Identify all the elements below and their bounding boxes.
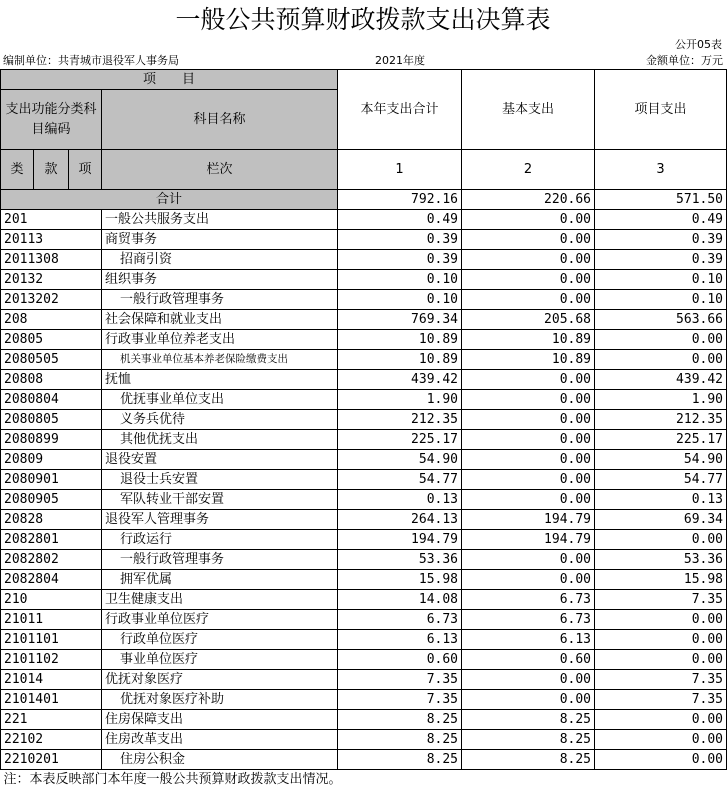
row-total: 0.39 bbox=[338, 230, 462, 250]
row-total: 6.13 bbox=[338, 630, 462, 650]
row-code: 20828 bbox=[1, 510, 102, 530]
row-basic: 8.25 bbox=[462, 730, 595, 750]
row-project: 1.90 bbox=[595, 390, 727, 410]
row-subject-name: 组织事务 bbox=[102, 270, 338, 290]
table-row bbox=[1, 530, 727, 550]
row-total: 53.36 bbox=[338, 550, 462, 570]
row-code: 21011 bbox=[1, 610, 102, 630]
row-project: 69.34 bbox=[595, 510, 727, 530]
header-xiang: 项 bbox=[69, 150, 102, 190]
row-total: 1.90 bbox=[338, 390, 462, 410]
row-total: 54.90 bbox=[338, 450, 462, 470]
table-row bbox=[1, 490, 727, 510]
row-code: 2080804 bbox=[1, 390, 102, 410]
row-total: 225.17 bbox=[338, 430, 462, 450]
header-project-expenditure: 项目支出 bbox=[595, 70, 727, 150]
row-basic: 194.79 bbox=[462, 510, 595, 530]
table-row bbox=[1, 650, 727, 670]
row-total: 10.89 bbox=[338, 350, 462, 370]
row-total: 10.89 bbox=[338, 330, 462, 350]
row-code: 2082804 bbox=[1, 570, 102, 590]
row-subject-name: 机关事业单位基本养老保险缴费支出 bbox=[102, 350, 338, 370]
row-subject-name: 其他优抚支出 bbox=[102, 430, 338, 450]
row-total: 15.98 bbox=[338, 570, 462, 590]
row-total: 194.79 bbox=[338, 530, 462, 550]
row-code: 208 bbox=[1, 310, 102, 330]
money-unit: 金额单位：万元 bbox=[646, 54, 723, 67]
row-project: 0.00 bbox=[595, 650, 727, 670]
row-total: 14.08 bbox=[338, 590, 462, 610]
row-subject-name: 卫生健康支出 bbox=[102, 590, 338, 610]
row-project: 439.42 bbox=[595, 370, 727, 390]
row-subject-name: 行政运行 bbox=[102, 530, 338, 550]
row-subject-name: 住房保障支出 bbox=[102, 710, 338, 730]
row-basic: 6.73 bbox=[462, 590, 595, 610]
row-code: 20805 bbox=[1, 330, 102, 350]
total-amount: 792.16 bbox=[338, 190, 462, 210]
row-project: 0.39 bbox=[595, 250, 727, 270]
table-row bbox=[1, 550, 727, 570]
note-row bbox=[1, 770, 727, 790]
row-basic: 0.00 bbox=[462, 210, 595, 230]
table-row bbox=[1, 610, 727, 630]
row-total: 769.34 bbox=[338, 310, 462, 330]
row-subject-name: 行政事业单位养老支出 bbox=[102, 330, 338, 350]
header-project: 项 目 bbox=[1, 70, 338, 90]
row-subject-name: 优抚事业单位支出 bbox=[102, 390, 338, 410]
table-row bbox=[1, 230, 727, 250]
row-total: 264.13 bbox=[338, 510, 462, 530]
row-basic: 0.00 bbox=[462, 470, 595, 490]
row-project: 0.10 bbox=[595, 270, 727, 290]
table-row bbox=[1, 330, 727, 350]
row-total: 439.42 bbox=[338, 370, 462, 390]
table-row bbox=[1, 590, 727, 610]
row-project: 0.00 bbox=[595, 710, 727, 730]
row-basic: 0.00 bbox=[462, 430, 595, 450]
row-basic: 0.00 bbox=[462, 230, 595, 250]
row-total: 0.10 bbox=[338, 270, 462, 290]
report-year: 2021年度 bbox=[375, 54, 425, 67]
row-basic: 0.60 bbox=[462, 650, 595, 670]
total-project: 571.50 bbox=[595, 190, 727, 210]
table-row bbox=[1, 730, 727, 750]
compiling-unit: 编制单位：共青城市退役军人事务局 bbox=[3, 54, 179, 67]
row-project: 7.35 bbox=[595, 670, 727, 690]
row-code: 2080505 bbox=[1, 350, 102, 370]
row-total: 0.49 bbox=[338, 210, 462, 230]
row-subject-name: 一般行政管理事务 bbox=[102, 550, 338, 570]
row-subject-name: 军队转业干部安置 bbox=[102, 490, 338, 510]
row-basic: 6.73 bbox=[462, 610, 595, 630]
row-subject-name: 商贸事务 bbox=[102, 230, 338, 250]
expenditure-table bbox=[0, 69, 727, 790]
row-basic: 0.00 bbox=[462, 670, 595, 690]
row-basic: 194.79 bbox=[462, 530, 595, 550]
row-subject-name: 优抚对象医疗 bbox=[102, 670, 338, 690]
row-subject-name: 事业单位医疗 bbox=[102, 650, 338, 670]
row-code: 2101101 bbox=[1, 630, 102, 650]
row-project: 225.17 bbox=[595, 430, 727, 450]
row-subject-name: 行政单位医疗 bbox=[102, 630, 338, 650]
row-project: 0.13 bbox=[595, 490, 727, 510]
row-project: 212.35 bbox=[595, 410, 727, 430]
row-basic: 8.25 bbox=[462, 710, 595, 730]
row-basic: 0.00 bbox=[462, 550, 595, 570]
row-code: 2013202 bbox=[1, 290, 102, 310]
row-code: 2080905 bbox=[1, 490, 102, 510]
header-kuan: 款 bbox=[34, 150, 69, 190]
row-code: 2080899 bbox=[1, 430, 102, 450]
row-code: 2011308 bbox=[1, 250, 102, 270]
row-project: 54.90 bbox=[595, 450, 727, 470]
row-code: 22102 bbox=[1, 730, 102, 750]
row-project: 54.77 bbox=[595, 470, 727, 490]
row-total: 0.39 bbox=[338, 250, 462, 270]
header-subject-name: 科目名称 bbox=[102, 90, 338, 150]
col-number-3: 3 bbox=[595, 150, 727, 190]
row-subject-name: 行政事业单位医疗 bbox=[102, 610, 338, 630]
row-total: 0.13 bbox=[338, 490, 462, 510]
row-basic: 0.00 bbox=[462, 250, 595, 270]
row-subject-name: 一般公共服务支出 bbox=[102, 210, 338, 230]
row-basic: 0.00 bbox=[462, 450, 595, 470]
table-note: 注：本表反映部门本年度一般公共预算财政拨款支出情况。 bbox=[3, 772, 342, 788]
col-number-2: 2 bbox=[462, 150, 595, 190]
header-lei: 类 bbox=[1, 150, 34, 190]
row-subject-name: 义务兵优待 bbox=[102, 410, 338, 430]
row-basic: 10.89 bbox=[462, 330, 595, 350]
row-project: 0.00 bbox=[595, 610, 727, 630]
row-project: 0.00 bbox=[595, 350, 727, 370]
row-project: 7.35 bbox=[595, 690, 727, 710]
row-project: 563.66 bbox=[595, 310, 727, 330]
row-project: 53.36 bbox=[595, 550, 727, 570]
row-basic: 0.00 bbox=[462, 370, 595, 390]
table-row bbox=[1, 690, 727, 710]
table-row bbox=[1, 450, 727, 470]
table-row bbox=[1, 470, 727, 490]
table-row bbox=[1, 630, 727, 650]
row-code: 2082801 bbox=[1, 530, 102, 550]
row-basic: 0.00 bbox=[462, 270, 595, 290]
row-code: 2210201 bbox=[1, 750, 102, 770]
row-basic: 10.89 bbox=[462, 350, 595, 370]
table-row bbox=[1, 370, 727, 390]
row-code: 210 bbox=[1, 590, 102, 610]
table-row bbox=[1, 350, 727, 370]
row-basic: 0.00 bbox=[462, 490, 595, 510]
row-total: 212.35 bbox=[338, 410, 462, 430]
header-func-code: 支出功能分类科目编码 bbox=[1, 90, 102, 150]
header-lanci: 栏次 bbox=[102, 150, 338, 190]
table-row bbox=[1, 250, 727, 270]
row-subject-name: 住房公积金 bbox=[102, 750, 338, 770]
row-basic: 8.25 bbox=[462, 750, 595, 770]
header-total: 本年支出合计 bbox=[338, 70, 462, 150]
table-row bbox=[1, 750, 727, 770]
info-row bbox=[0, 53, 726, 69]
row-project: 0.00 bbox=[595, 530, 727, 550]
row-code: 20132 bbox=[1, 270, 102, 290]
row-total: 0.60 bbox=[338, 650, 462, 670]
header-basic: 基本支出 bbox=[462, 70, 595, 150]
row-total: 8.25 bbox=[338, 730, 462, 750]
row-basic: 6.13 bbox=[462, 630, 595, 650]
row-basic: 0.00 bbox=[462, 290, 595, 310]
row-code: 20809 bbox=[1, 450, 102, 470]
row-project: 15.98 bbox=[595, 570, 727, 590]
row-subject-name: 退役士兵安置 bbox=[102, 470, 338, 490]
total-row bbox=[1, 190, 727, 210]
row-code: 20113 bbox=[1, 230, 102, 250]
row-total: 8.25 bbox=[338, 710, 462, 730]
table-row bbox=[1, 390, 727, 410]
row-subject-name: 社会保障和就业支出 bbox=[102, 310, 338, 330]
row-subject-name: 抚恤 bbox=[102, 370, 338, 390]
table-row bbox=[1, 430, 727, 450]
row-subject-name: 一般行政管理事务 bbox=[102, 290, 338, 310]
report-title: 一般公共预算财政拨款支出决算表 bbox=[175, 5, 551, 34]
row-subject-name: 优抚对象医疗补助 bbox=[102, 690, 338, 710]
table-row bbox=[1, 670, 727, 690]
row-total: 6.73 bbox=[338, 610, 462, 630]
row-subject-name: 拥军优属 bbox=[102, 570, 338, 590]
row-project: 0.10 bbox=[595, 290, 727, 310]
row-basic: 205.68 bbox=[462, 310, 595, 330]
row-project: 0.00 bbox=[595, 330, 727, 350]
row-total: 0.10 bbox=[338, 290, 462, 310]
table-row bbox=[1, 410, 727, 430]
row-subject-name: 住房改革支出 bbox=[102, 730, 338, 750]
row-code: 221 bbox=[1, 710, 102, 730]
row-total: 7.35 bbox=[338, 670, 462, 690]
row-project: 0.00 bbox=[595, 750, 727, 770]
table-row bbox=[1, 290, 727, 310]
table-row bbox=[1, 210, 727, 230]
row-total: 8.25 bbox=[338, 750, 462, 770]
col-number-1: 1 bbox=[338, 150, 462, 190]
row-code: 201 bbox=[1, 210, 102, 230]
row-subject-name: 退役军人管理事务 bbox=[102, 510, 338, 530]
row-code: 2082802 bbox=[1, 550, 102, 570]
row-project: 0.00 bbox=[595, 730, 727, 750]
table-row bbox=[1, 710, 727, 730]
row-code: 2101102 bbox=[1, 650, 102, 670]
row-total: 54.77 bbox=[338, 470, 462, 490]
row-project: 7.35 bbox=[595, 590, 727, 610]
row-code: 20808 bbox=[1, 370, 102, 390]
table-row bbox=[1, 510, 727, 530]
row-project: 0.00 bbox=[595, 630, 727, 650]
table-row bbox=[1, 570, 727, 590]
total-label: 合计 bbox=[1, 190, 338, 210]
row-basic: 0.00 bbox=[462, 690, 595, 710]
row-basic: 0.00 bbox=[462, 410, 595, 430]
row-subject-name: 招商引资 bbox=[102, 250, 338, 270]
row-basic: 0.00 bbox=[462, 570, 595, 590]
row-project: 0.49 bbox=[595, 210, 727, 230]
row-basic: 0.00 bbox=[462, 390, 595, 410]
total-basic: 220.66 bbox=[462, 190, 595, 210]
table-row bbox=[1, 270, 727, 290]
row-subject-name: 退役安置 bbox=[102, 450, 338, 470]
row-code: 2080901 bbox=[1, 470, 102, 490]
row-code: 2101401 bbox=[1, 690, 102, 710]
form-number: 公开05表 bbox=[675, 38, 722, 51]
row-project: 0.39 bbox=[595, 230, 727, 250]
table-row bbox=[1, 310, 727, 330]
row-total: 7.35 bbox=[338, 690, 462, 710]
row-code: 2080805 bbox=[1, 410, 102, 430]
row-code: 21014 bbox=[1, 670, 102, 690]
